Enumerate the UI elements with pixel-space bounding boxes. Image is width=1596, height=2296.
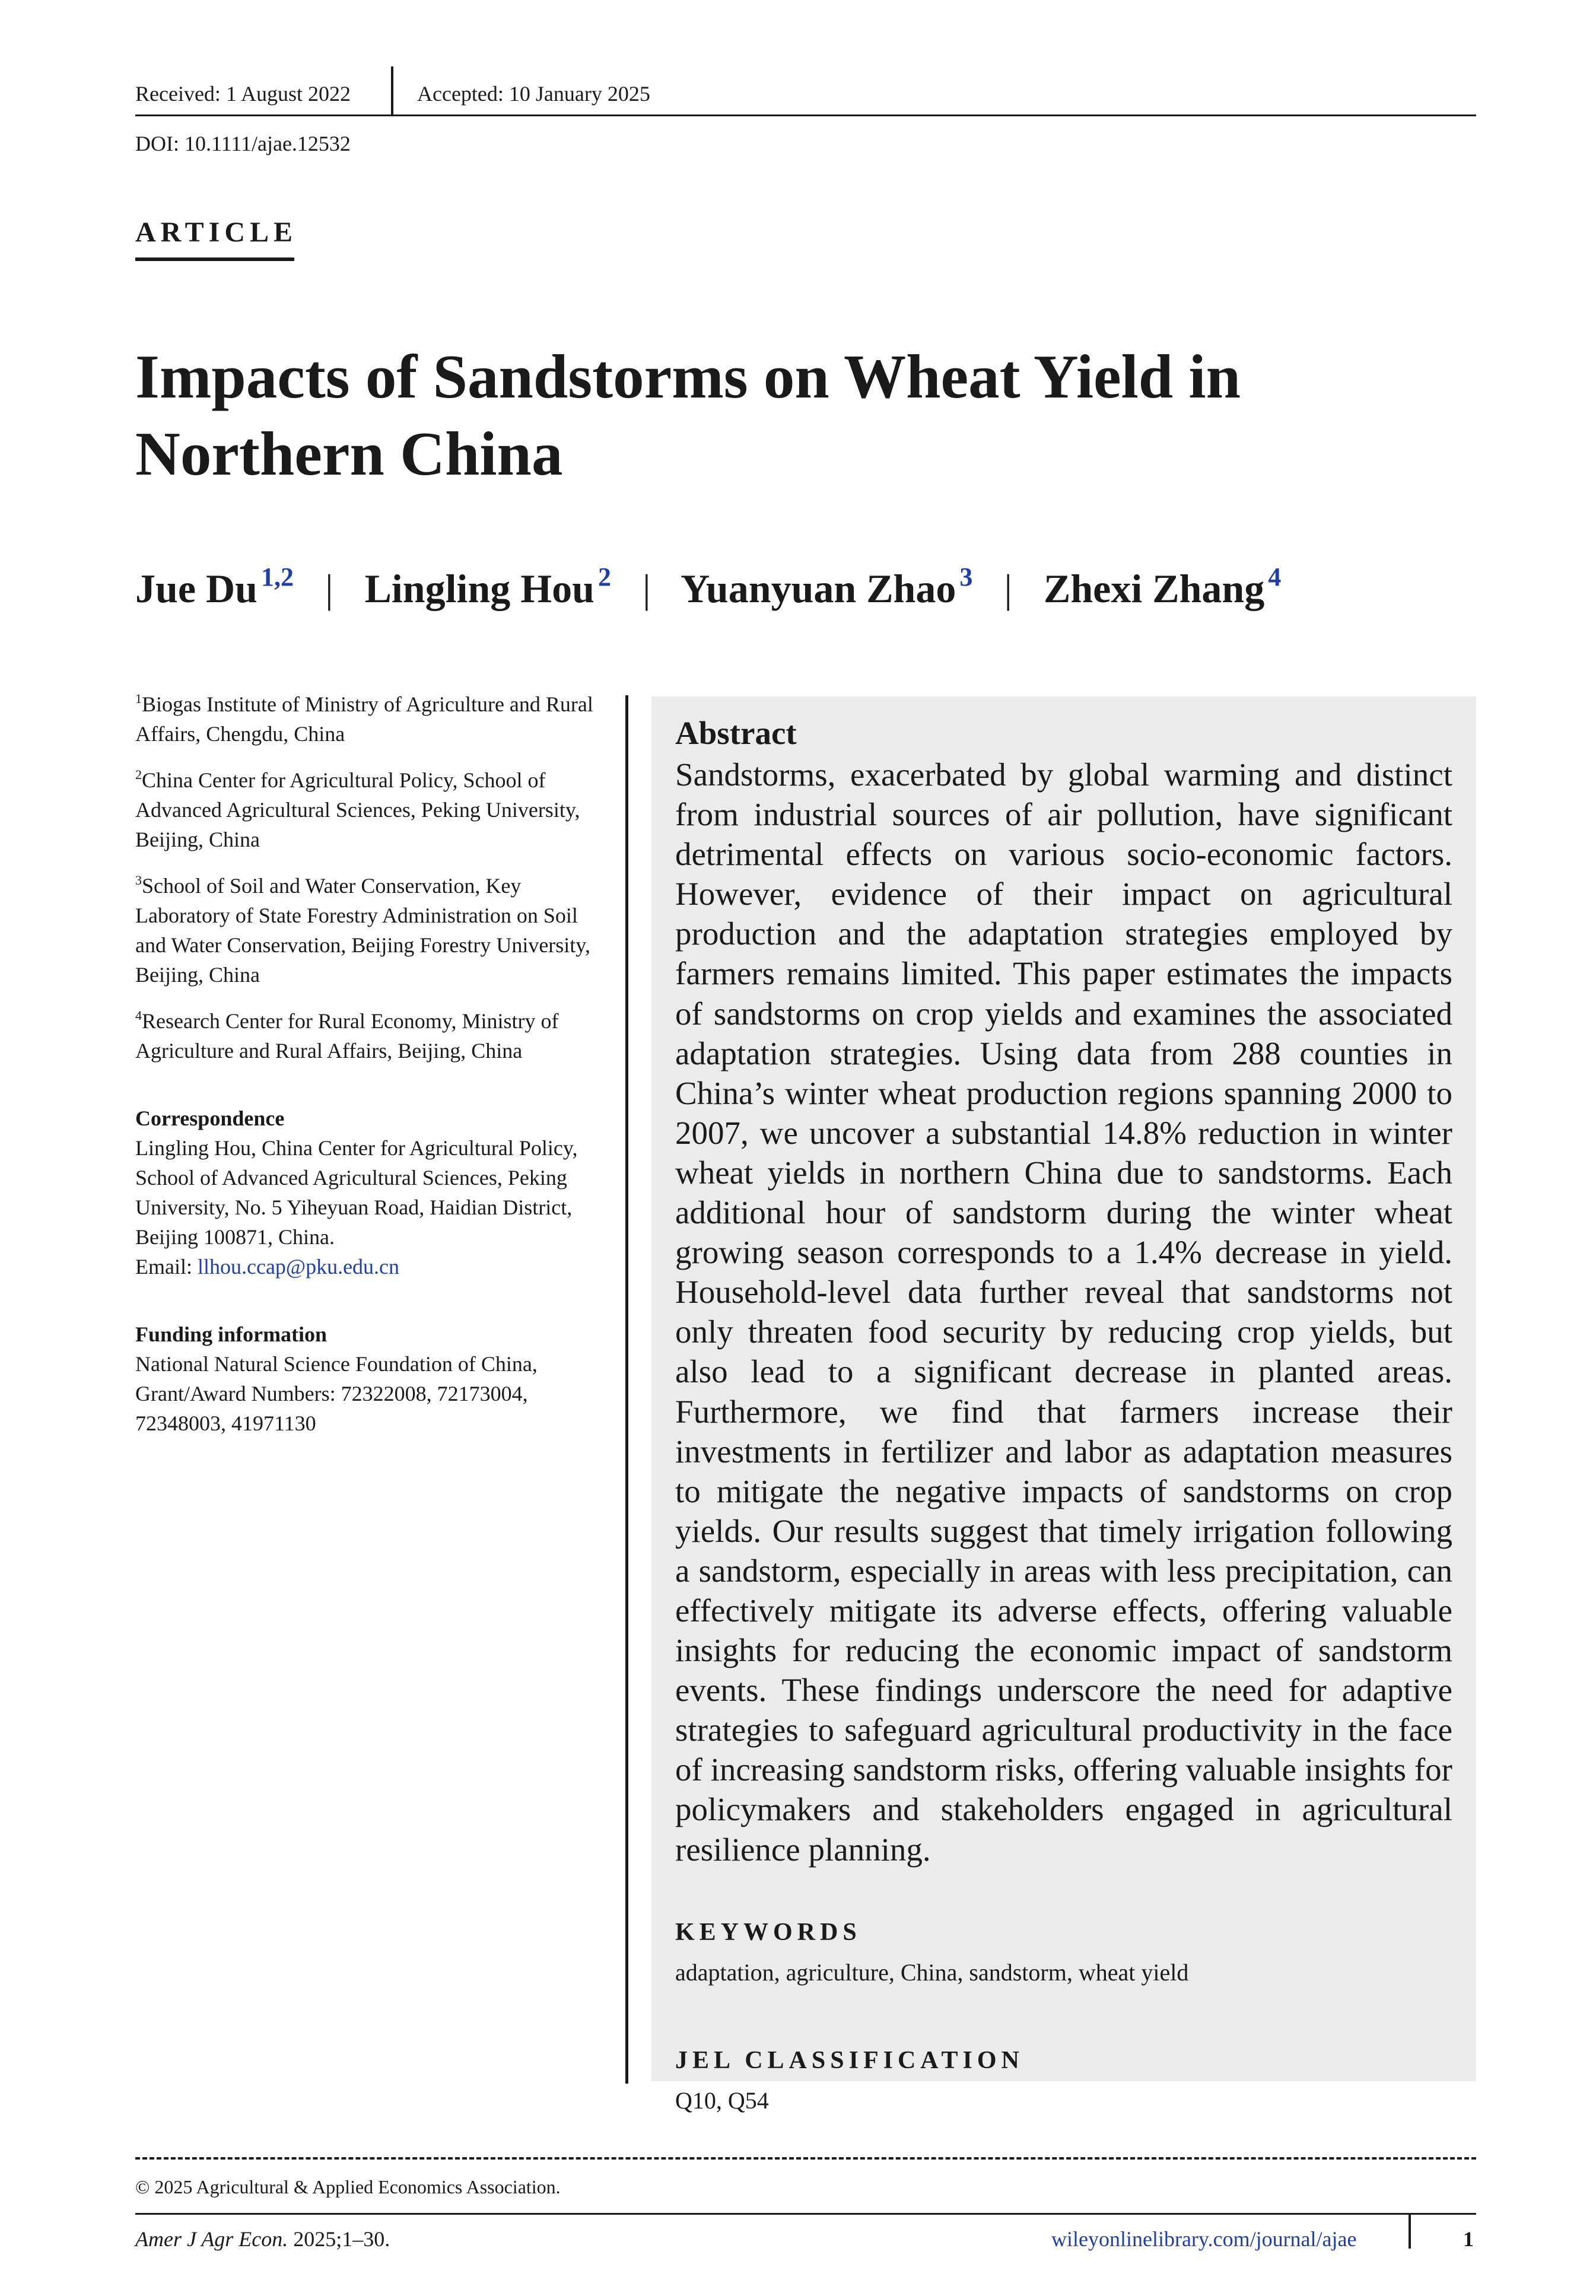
abstract-text: Sandstorms, exacerbated by global warming and distinct from industrial sources of air pollution, have significant detrimental effects on various socio-economic factors. However, evidence of their impact on agricultural production and the adaptation strategies employed by farmers remains limited. This paper estimates the impacts of sandstorms on crop yields and examines the associated adaptation strategies. Using data from 288 counties in China’s winter wheat production regions spanning 2000 to 2007, we uncover a substantial 14.8% reduction in winter wheat yields in northern China due to sandstorms. Each additional hour of sandstorm during the winter wheat growing season corresponds to a 1.4% decrease in yield. Household-level data further reveal that sandstorms not only threaten food security by reducing crop yields, but also lead to a significant decrease in planted areas. Furthermore, we find that farmers increase their investments in fertilizer and labor as adaptation measures to mitigate the negative impacts of sandstorms on crop yields. Our results suggest that timely irrigation following a sandstorm, especially in areas with less precipitation, can effectively mitigate its adverse effects, offering valuable insights for reducing the economic impact of sandstorm events. These findings underscore the need for adaptive strategies to safeguard agricultural productivity in the face of increasing sandstorm risks, offering valuable insights for policymakers and stakeholders engaged in agricultural resilience planning. xyxy=(675,756,1452,1868)
email-link[interactable]: llhou.ccap@pku.edu.cn xyxy=(197,1255,400,1279)
author-separator: | xyxy=(325,566,333,611)
journal-url-link[interactable]: wileyonlinelibrary.com/journal/ajae xyxy=(1051,2227,1357,2251)
received-date: Received: 1 August 2022 xyxy=(135,82,351,106)
abstract-box xyxy=(651,697,1476,2114)
affiliation-number: 4 xyxy=(135,1008,142,1023)
email-label: Email: xyxy=(135,1255,198,1279)
article-type-label: ARTICLE xyxy=(135,217,298,248)
affiliation-text: China Center for Agricultural Policy, School of Advanced Agricultural Sciences, Peking University, Beijing, China xyxy=(135,768,580,851)
author-name: Zhexi Zhang xyxy=(1044,566,1265,611)
keywords-heading: KEYWORDS xyxy=(675,1918,861,1946)
abstract-heading: Abstract xyxy=(675,715,797,751)
header-separator xyxy=(391,66,393,116)
author-affiliation-ref[interactable]: 3 xyxy=(959,562,973,592)
affiliation xyxy=(135,1006,610,1066)
correspondence-text: Lingling Hou, China Center for Agricultural Policy, School of Advanced Agricultural Sciences, Peking University, No. 5 Yiheyuan Road, Haidian District, Beijing 100871, China. xyxy=(135,1136,578,1249)
affiliation xyxy=(135,765,610,854)
affiliation-text: School of Soil and Water Conservation, Key Laboratory of State Forestry Administration on Soil and Water Conservation, Beijing Forestry University, Beijing, China xyxy=(135,874,590,987)
journal-name: Amer J Agr Econ. xyxy=(135,2227,288,2251)
doi: DOI: 10.1111/ajae.12532 xyxy=(135,132,351,155)
funding-text: National Natural Science Foundation of China, Grant/Award Numbers: 72322008, 72173004, 72348003, 41971130 xyxy=(135,1352,538,1435)
article-type-underline xyxy=(135,257,294,261)
funding-heading: Funding information xyxy=(135,1322,328,1346)
author-list xyxy=(135,560,1281,617)
accepted-date: Accepted: 10 January 2025 xyxy=(417,82,650,106)
affiliation-text: Biogas Institute of Ministry of Agriculture and Rural Affairs, Chengdu, China xyxy=(135,692,593,746)
affiliation-number: 2 xyxy=(135,767,142,782)
journal-citation xyxy=(135,2225,390,2253)
author-affiliation-ref[interactable]: 2 xyxy=(597,562,611,592)
footer-rule xyxy=(135,2213,1476,2215)
affiliation xyxy=(135,871,610,990)
correspondence-email-line xyxy=(135,1252,610,1281)
left-column xyxy=(135,689,610,1438)
page-number: 1 xyxy=(1463,2227,1474,2251)
affiliation-number: 1 xyxy=(135,691,142,706)
footer-separator xyxy=(1409,2214,1411,2249)
footer-dashed-rule xyxy=(135,2157,1476,2160)
keywords-text: adaptation, agriculture, China, sandstorm, wheat yield xyxy=(675,1958,1189,1986)
header-rule xyxy=(135,115,1476,116)
author xyxy=(681,562,973,611)
author-name: Lingling Hou xyxy=(364,566,594,611)
column-divider xyxy=(625,695,628,2084)
journal-issue: 2025;1–30. xyxy=(288,2227,390,2251)
copyright: © 2025 Agricultural & Applied Economics Association. xyxy=(135,2176,561,2198)
affiliation-text: Research Center for Rural Economy, Ministry of Agriculture and Rural Affairs, Beijing, China xyxy=(135,1009,559,1063)
jel-text: Q10, Q54 xyxy=(675,2087,769,2114)
author-affiliation-ref[interactable]: 4 xyxy=(1268,562,1282,592)
author xyxy=(1044,562,1282,611)
correspondence-heading: Correspondence xyxy=(135,1106,285,1130)
affiliation-number: 3 xyxy=(135,873,142,888)
author-name: Yuanyuan Zhao xyxy=(681,566,956,611)
affiliation xyxy=(135,689,610,749)
author-affiliation-ref[interactable]: 1,2 xyxy=(260,562,294,592)
author-separator: | xyxy=(642,566,651,611)
author-separator: | xyxy=(1004,566,1012,611)
author-name: Jue Du xyxy=(135,566,257,611)
paper-title: Impacts of Sandstorms on Wheat Yield in Northern China xyxy=(135,342,1241,488)
author xyxy=(364,562,611,611)
jel-heading: JEL CLASSIFICATION xyxy=(675,2046,1024,2074)
author xyxy=(135,562,294,611)
